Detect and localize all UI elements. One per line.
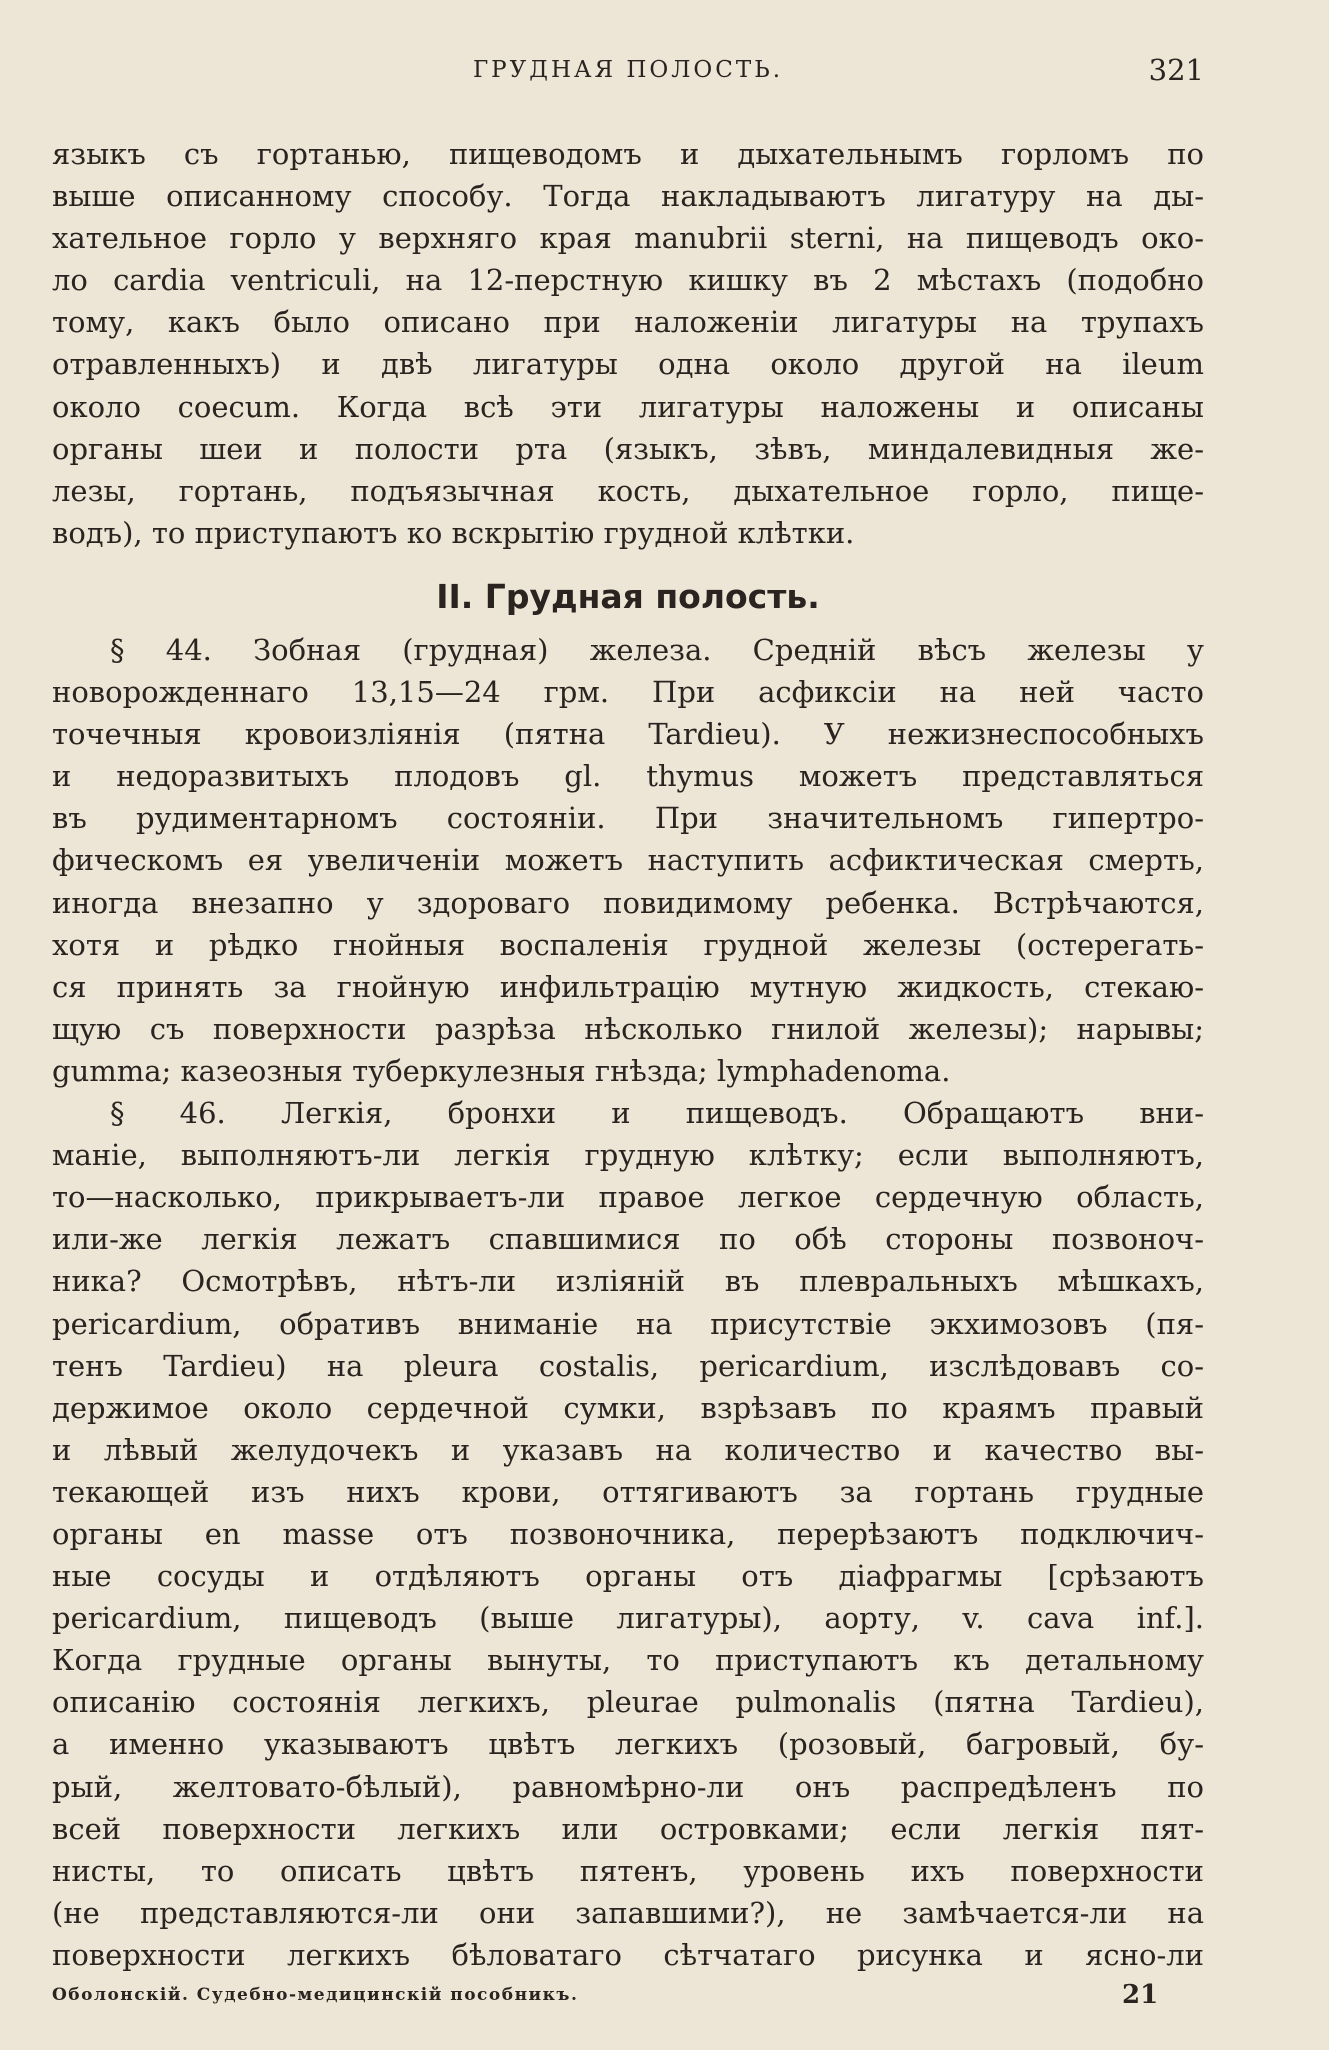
signature-mark: 21 [1122, 1980, 1159, 2010]
text-line: то—насколько, прикрываетъ-ли правое легкое сердечную область, [52, 1180, 1204, 1215]
text-line: фическомъ ея увеличенiи можетъ наступить асфиктическая смерть, [52, 843, 1204, 878]
intro-paragraph [52, 133, 1204, 554]
text-line: точечныя кровоизлiянiя (пятна Tardieu). У нежизнеспособныхъ [52, 717, 1204, 752]
footer-citation: Оболонскiй. Судебно-медицинскiй пособникъ. [52, 1985, 579, 2005]
text-line: нисты, то описать цвѣтъ пятенъ, уровень ихъ поверхности [52, 1853, 1204, 1888]
text-line: манiе, выполняютъ-ли легкiя грудную клѣтку; если выполняютъ, [52, 1138, 1204, 1173]
text-line: и лѣвый желудочекъ и указавъ на количество и качество вы- [52, 1432, 1204, 1467]
section-heading: II. Грудная полость. [436, 577, 820, 616]
text-line: органы шеи и полости рта (языкъ, зѣвъ, миндалевидныя же- [52, 431, 1204, 466]
text-line: отравленныхъ) и двѣ лигатуры одна около другой на ileum [52, 347, 1204, 382]
thymus-paragraph [52, 629, 1204, 1092]
text-line: хательное горло у верхняго края manubrii sterni, на пищеводъ око- [52, 221, 1204, 256]
book-page [52, 0, 1204, 2050]
text-line: или-же легкiя лежатъ спавшимися по обѣ стороны позвоноч- [52, 1222, 1204, 1257]
lungs-paragraph [52, 1092, 1204, 1976]
text-line: ло cardia ventriculi, на 12-перстную кишку въ 2 мѣстахъ (подобно [52, 263, 1204, 298]
text-line: всей поверхности легкихъ или островками; если легкiя пят- [52, 1811, 1204, 1846]
text-line: § 44. Зобная (грудная) железа. Среднiй вѣсъ железы у [110, 633, 1204, 667]
text-line: въ рудиментарномъ состоянiи. При значительномъ гипертро- [52, 801, 1204, 836]
text-line: текающей изъ нихъ крови, оттягиваютъ за гортань грудные [52, 1474, 1204, 1509]
text-line: (не представляются-ли они запавшими?), не замѣчается-ли на [52, 1895, 1204, 1930]
text-line: водъ), то приступаютъ ко вскрытiю грудной клѣтки. [52, 515, 855, 550]
text-line: языкъ съ гортанью, пищеводомъ и дыхательнымъ горломъ по [52, 137, 1204, 171]
section-body [52, 629, 1204, 1976]
text-line: иногда внезапно у здороваго повидимому ребенка. Встрѣчаются, [52, 885, 1204, 920]
text-line: ся принять за гнойную инфильтрацiю мутную жидкость, стекаю- [52, 969, 1204, 1004]
text-line: pericardium, обративъ вниманiе на присутствiе экхимозовъ (пя- [52, 1306, 1204, 1341]
text-line: хотя и рѣдко гнойныя воспаленiя грудной железы (остерегать- [52, 927, 1204, 962]
running-head [52, 50, 1204, 90]
text-line: держимое около сердечной сумки, взрѣзавъ по краямъ правый [52, 1390, 1204, 1425]
text-line: органы en masse отъ позвоночника, перерѣзаютъ подключич- [52, 1516, 1204, 1551]
text-line: щую съ поверхности разрѣза нѣсколько гнилой железы); нарывы; [52, 1011, 1204, 1046]
text-line: выше описанному способу. Тогда накладываютъ лигатуру на ды- [52, 179, 1204, 214]
text-line: около coecum. Когда всѣ эти лигатуры наложены и описаны [52, 389, 1204, 424]
text-line: поверхности легкихъ бѣловатаго сѣтчатаго рисунка и ясно-ли [52, 1937, 1204, 1972]
body-text [52, 133, 1204, 554]
text-line: описанiю состоянiя легкихъ, pleurae pulmonalis (пятна Tardieu), [52, 1685, 1204, 1720]
page-number: 321 [1148, 53, 1204, 87]
page-footer [52, 1975, 1204, 2015]
text-line: ные сосуды и отдѣляютъ органы отъ дiафрагмы [срѣзаютъ [52, 1559, 1204, 1594]
text-line: § 46. Легкiя, бронхи и пищеводъ. Обращаютъ вни- [110, 1096, 1204, 1131]
text-line: gumma; казеозныя туберкулезныя гнѣзда; lymphadenoma. [52, 1053, 951, 1088]
text-line: и недоразвитыхъ плодовъ gl. thymus можетъ представляться [52, 759, 1204, 794]
text-line: рый, желтовато-бѣлый), равномѣрно-ли онъ распредѣленъ по [52, 1769, 1204, 1804]
text-line: лезы, гортань, подъязычная кость, дыхательное горло, пище- [52, 473, 1204, 508]
text-line: Когда грудные органы вынуты, то приступаютъ къ детальному [52, 1643, 1204, 1678]
text-line: ника? Осмотрѣвъ, нѣтъ-ли излiянiй въ плевральныхъ мѣшкахъ, [52, 1264, 1204, 1299]
text-line: тенъ Tardieu) на pleura costalis, pericardium, изслѣдовавъ со- [52, 1348, 1204, 1383]
text-line: тому, какъ было описано при наложенiи лигатуры на трупахъ [52, 305, 1204, 340]
text-line: новорожденнаго 13,15—24 грм. При асфиксiи на ней часто [52, 675, 1204, 710]
text-line: pericardium, пищеводъ (выше лигатуры), аорту, v. cava inf.]. [52, 1601, 1204, 1636]
text-line: а именно указываютъ цвѣтъ легкихъ (розовый, багровый, бу- [52, 1727, 1204, 1762]
running-title: ГРУДНАЯ ПОЛОСТЬ. [472, 57, 784, 83]
